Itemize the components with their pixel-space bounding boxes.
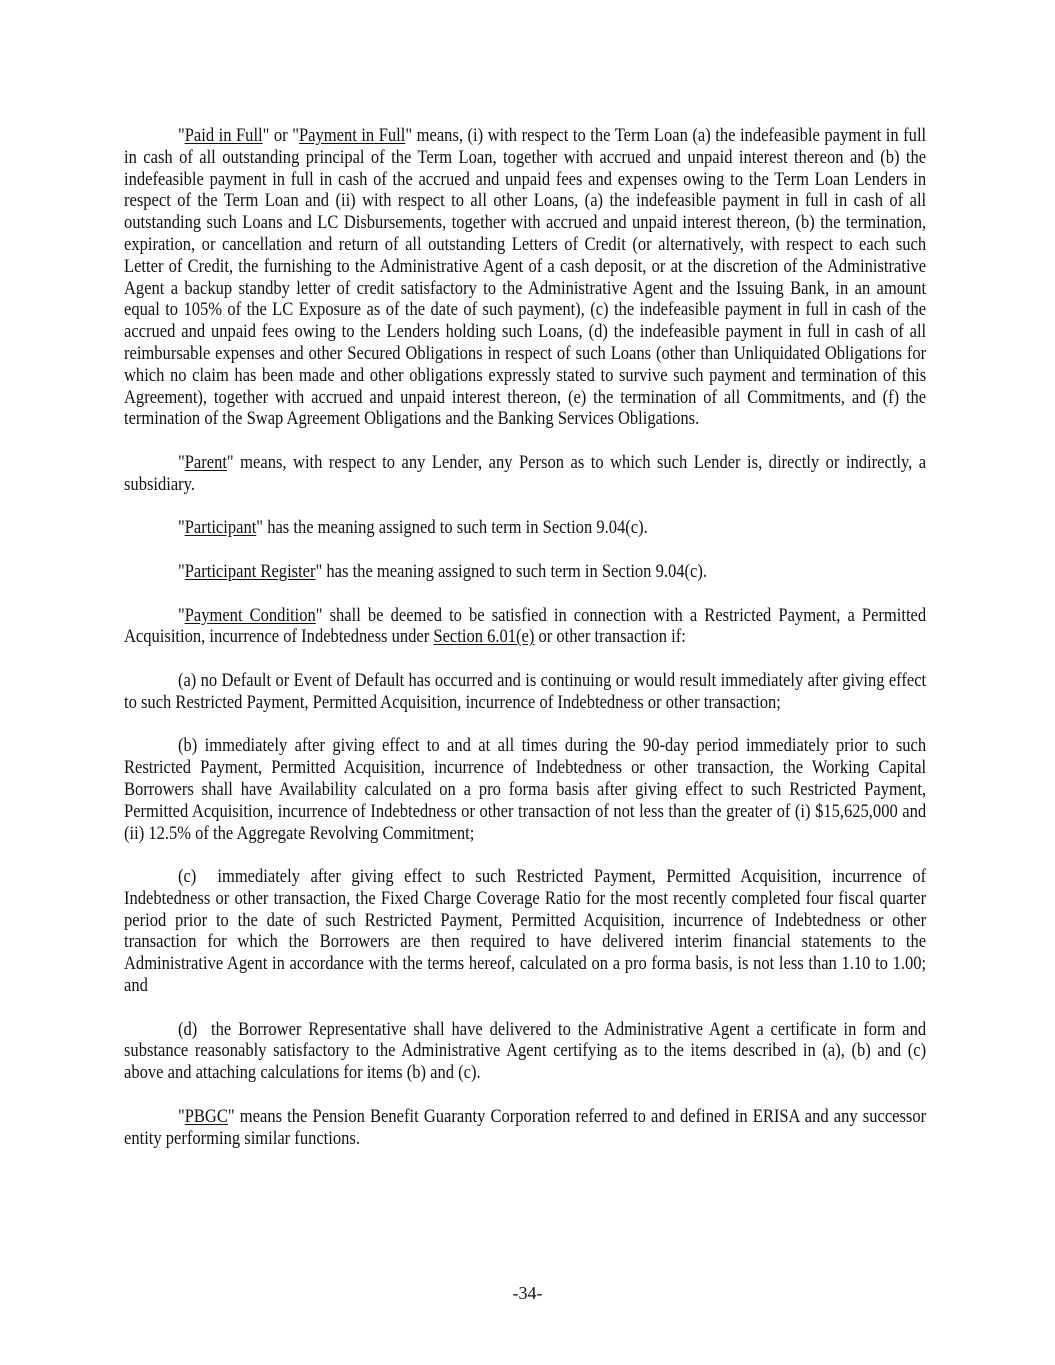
definition-payment-condition bbox=[124, 605, 926, 649]
quote: " or " bbox=[262, 125, 299, 146]
definition-participant bbox=[124, 517, 926, 539]
quote: " bbox=[177, 517, 185, 539]
definition-parent bbox=[124, 452, 926, 496]
definition-participant-register bbox=[124, 561, 926, 583]
defined-term: Payment in Full bbox=[298, 125, 406, 146]
definition-paid-in-full bbox=[124, 125, 926, 430]
defined-term: Parent bbox=[184, 451, 227, 473]
definition-text: " shall be deemed to be satisfied in connection with a Restricted Payment, a Permitted Acquisition, incurrence of Indebtedness under bbox=[124, 604, 927, 648]
quote: " bbox=[177, 604, 185, 626]
definition-text: " has the meaning assigned to such term in Section 9.04(c). bbox=[315, 560, 707, 582]
definition-text: " means, (i) with respect to the Term Loan (a) the indefeasible payment in full in cash of all outstanding principal of the Term Loan, together with accrued and unpaid interest thereon and (b) the indefeasible payment in full in cash of the accrued and unpaid fees and expenses owing to the Term Loan Lenders in respect of the Term Loan and (ii) with respect to all other Loans, (a) the indefeasible payment in full in cash of all outstanding such Loans and LC Disbursements, together with accrued and unpaid interest thereon, (b) the termination, expiration, or cancellation and return of all outstanding Letters of Credit (or alternatively, with respect to each such Letter of Credit, the furnishing to the Administrative Agent of a cash deposit, or at the discretion of the Administrative Agent a backup standby letter of credit satisfactory to the Administrative Agent and the Issuing Bank, in an amount equal to 105% of the LC Exposure as of the date of such payment), (c) the indefeasible payment in full in cash of the accrued and unpaid fees owing to the Lenders holding such Loans, (d) the indefeasible payment in full in cash of all reimbursable expenses and other Secured Obligations in respect of such Loans (other than Unliquidated Obligations for which no claim has been made and other obligations expressly stated to survive such payment and termination of this Agreement), together with accrued and unpaid interest thereon, (e) the termination of all Commitments, and (f) the termination of the Swap Agreement Obligations and the Banking Services Obligations. bbox=[124, 125, 927, 430]
definition-text: or other transaction if: bbox=[534, 626, 686, 648]
defined-term: Participant Register bbox=[184, 560, 316, 582]
defined-term: PBGC bbox=[184, 1105, 228, 1127]
page-number: -34- bbox=[512, 1283, 543, 1303]
section-reference: Section 6.01(e) bbox=[433, 626, 535, 648]
definition-text: " has the meaning assigned to such term in Section 9.04(c). bbox=[256, 517, 648, 539]
document-page bbox=[124, 125, 931, 1171]
definition-pbgc bbox=[124, 1106, 926, 1150]
definition-text: " means the Pension Benefit Guaranty Corporation referred to and defined in ERISA and any successor entity performing similar functions. bbox=[124, 1105, 927, 1149]
quote: " bbox=[177, 125, 185, 146]
quote: " bbox=[177, 451, 185, 473]
clause-d: (d) the Borrower Representative shall have delivered to the Administrative Agent a certificate in form and substance reasonably satisfactory to the Administrative Agent certifying as to the items described in (a), (b) and (c) above and attaching calculations for items (b) and (c). bbox=[124, 1018, 931, 1084]
defined-term: Participant bbox=[184, 517, 257, 539]
defined-term: Paid in Full bbox=[184, 125, 263, 146]
clause-c: (c) immediately after giving effect to such Restricted Payment, Permitted Acquisition, incurrence of Indebtedness or other transaction, the Fixed Charge Coverage Ratio for the most recently completed four fiscal quarter period prior to the date of such Restricted Payment, Permitted Acquisition, incurrence of Indebtedness or other transaction for which the Borrowers are then required to have delivered interim financial statements to the Administrative Agent in accordance with the terms hereof, calculated on a pro forma basis, is not less than 1.10 to 1.00; and bbox=[124, 866, 931, 997]
clause-b: (b) immediately after giving effect to and at all times during the 90-day period immediately prior to such Restricted Payment, Permitted Acquisition, incurrence of Indebtedness or other transaction, the Working Capital Borrowers shall have Availability calculated on a pro forma basis after giving effect to such Restricted Payment, Permitted Acquisition, incurrence of Indebtedness or other transaction of not less than the greater of (i) $15,625,000 and (ii) 12.5% of the Aggregate Revolving Commitment; bbox=[124, 735, 927, 844]
quote: " bbox=[177, 560, 185, 582]
definition-text: " means, with respect to any Lender, any Person as to which such Lender is, directly or indirectly, a subsidiary. bbox=[124, 451, 927, 495]
defined-term: Payment Condition bbox=[184, 604, 316, 626]
clause-a: (a) no Default or Event of Default has occurred and is continuing or would result immediately after giving effect to such Restricted Payment, Permitted Acquisition, incurrence of Indebtedness or other transaction; bbox=[124, 669, 927, 713]
quote: " bbox=[177, 1105, 185, 1127]
